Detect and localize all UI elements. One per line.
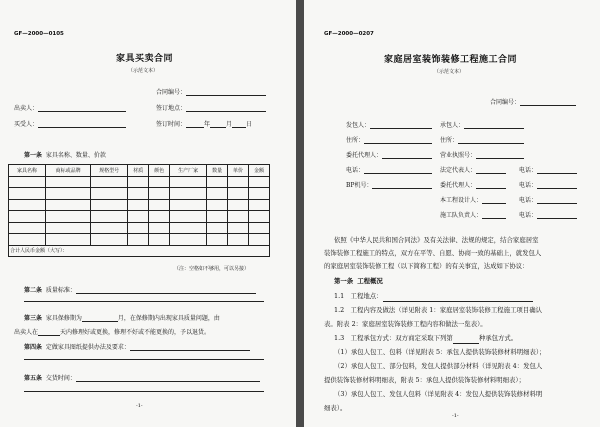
party-row: 发包人：	[346, 120, 432, 129]
table-row	[9, 234, 270, 246]
article-2: 第二条 质量标准：	[24, 285, 256, 294]
party-row: BP机号：	[346, 180, 432, 189]
contract-no-field: 合同编号：	[156, 87, 266, 96]
table-row	[9, 222, 270, 234]
clause-1-3-2: （2）承包人包工、部分包料，发包人提供部分材料（详见附表 4：发包人	[334, 362, 543, 370]
clause-1-3-1: （1）承包人包工、包料（详见附表 5：承包人提供装饰装修材料明细表）；	[334, 348, 546, 356]
clause-1-1: 1.1 工程地点：	[334, 291, 533, 302]
total-amount-cell: 合计人民币金额（大写）：	[9, 245, 270, 257]
article-3-cont: 出卖人在 天内修理好或更换，修理不好或不能更换的，予以退货。	[14, 329, 211, 336]
page-number: -1-	[452, 413, 459, 419]
table-row	[9, 199, 270, 211]
document-code: GF—2000—0207	[324, 31, 374, 37]
seller-field: 出卖人：	[14, 103, 126, 112]
blank-line	[24, 301, 264, 302]
article-5: 第五条 交货时间：	[24, 373, 260, 382]
party-row: 住所：	[440, 135, 524, 144]
table-row	[9, 188, 270, 200]
party-row: 法定代表人：	[440, 165, 506, 174]
table-header: 颜色	[149, 165, 170, 177]
party-row: 施工队负责人：	[440, 210, 506, 219]
party-row: 电话：	[519, 180, 577, 189]
preamble-line: 的家庭居室装饰装修工程（以下简称工程）的有关事宜，达成如下协议：	[324, 262, 529, 270]
sign-time-field: 签订时间： 年 月 日	[156, 121, 253, 128]
party-row: 电话：	[346, 165, 432, 174]
clause-1-2-cont: 表。附表 2：家庭居室装饰装修工程内容和做法一览表）。	[324, 320, 487, 328]
table-header: 单价	[228, 165, 249, 177]
party-row: 电话：	[519, 165, 577, 174]
table-note: （注：空格如不够用，可以另接）	[174, 266, 250, 272]
article-4: 第四条 定做家具图纸提供办法及要求：	[24, 342, 250, 351]
page-title: 家庭居室装饰装修工程施工合同	[384, 55, 518, 65]
clause-1-2: 1.2 工程内容及做法（详见附表 1：家庭居室装饰装修工程施工项目确认	[334, 306, 542, 314]
preamble-line: 装饰装修工程施工的特点，双方在平等、自愿、协商一致的基础上，就发包人	[324, 249, 542, 257]
sign-place-field: 签订地点：	[156, 103, 266, 112]
document-code: GF—2000—0105	[14, 31, 64, 37]
table-total-row	[9, 245, 270, 257]
page-subtitle: （示范文本）	[128, 68, 159, 74]
table-header-row	[9, 165, 270, 177]
blank-line	[24, 359, 264, 360]
clause-1-3-2-cont: 提供装饰装修材料明细表，附表 5：承包人提供装饰装修材料明细表）；	[324, 376, 526, 384]
page-title: 家具买卖合同	[116, 54, 174, 64]
table-header: 商标或品牌	[46, 165, 91, 177]
table-row	[9, 211, 270, 223]
page-number: -1-	[136, 403, 143, 409]
party-row: 本工程设计人：	[440, 195, 506, 204]
article-1: 第一条 工程概况	[334, 277, 383, 285]
party-row: 电话：	[519, 195, 577, 204]
contract-no-field: 合同编号：	[490, 97, 576, 106]
party-row: 电话：	[519, 210, 577, 219]
party-row: 委托代理人：	[346, 150, 432, 159]
buyer-field: 买受人：	[14, 119, 126, 128]
article-1: 第一条 家具名称、数量、价款	[24, 152, 106, 159]
table-header: 规格型号	[91, 165, 128, 177]
table-row	[9, 176, 270, 188]
article-3: 第三条 家具保修期为 月，在保修期内出现家具质量问题，由	[24, 315, 220, 322]
blank-line	[24, 391, 264, 392]
clause-1-3: 1.3 工程承包方式：双方商定采取下列第 种承包方式。	[334, 333, 517, 344]
table-header: 材质	[128, 165, 149, 177]
right-page	[304, 0, 600, 427]
left-page	[0, 0, 296, 427]
clause-1-3-3-cont: 细表）。	[324, 404, 347, 412]
party-row: 营业执照号：	[440, 150, 524, 159]
table-header: 金额	[248, 165, 269, 177]
items-table	[8, 164, 270, 257]
party-row: 住所：	[346, 135, 432, 144]
table-header: 生产厂家	[170, 165, 207, 177]
table-header: 家具名称	[9, 165, 46, 177]
clause-1-3-3: （3）承包人包工、发包人包料（详见附表 4：发包人提供装饰装修材料明	[334, 390, 543, 398]
page-subtitle: （示范文本）	[434, 69, 465, 75]
table-header: 数量	[207, 165, 228, 177]
party-row: 委托代理人：	[440, 180, 506, 189]
preamble-line: 依照《中华人民共和国合同法》及有关法律、法规的规定，结合家庭居室	[334, 236, 539, 244]
party-row: 承包人：	[440, 120, 524, 129]
